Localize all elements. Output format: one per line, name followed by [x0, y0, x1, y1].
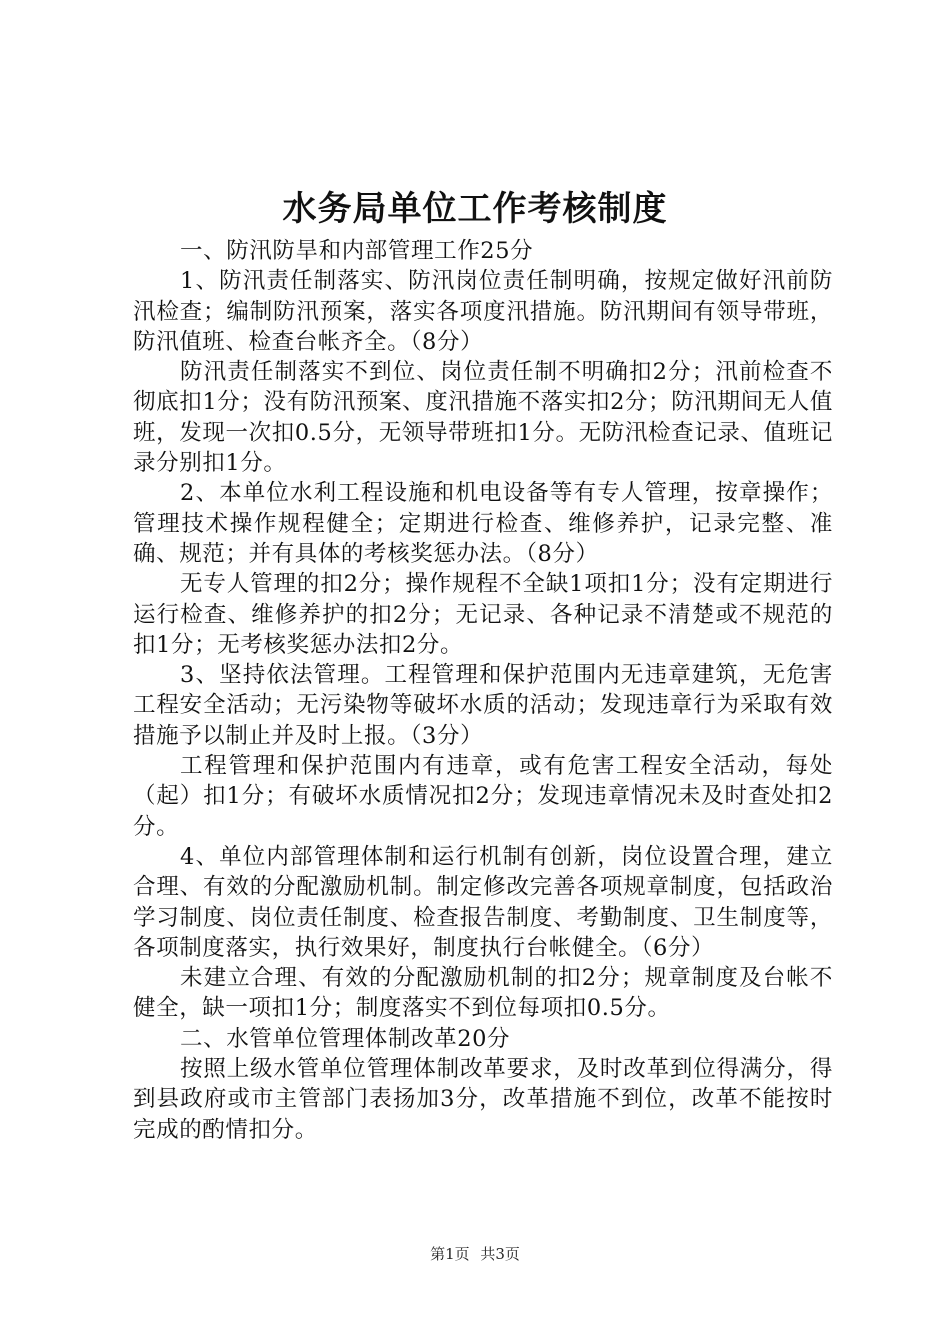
section-heading-1: 一、防汛防旱和内部管理工作25分: [180, 238, 534, 264]
paragraph-item-4: 4、单位内部管理体制和运行机制有创新，岗位设置合理，建立合理、有效的分配激励机制。制定修改完善各项规章制度，包括政治学习制度、岗位责任制度、检查报告制度、考勤制度、卫生制度等，各项制度落实，执行效果好，制度执行台帐健全。（6分）: [133, 843, 833, 961]
paragraph-deduction-2: 无专人管理的扣2分；操作规程不全缺1项扣1分；没有定期进行运行检查、维修养护的扣2分；无记录、各种记录不清楚或不规范的扣1分；无考核奖惩办法扣2分。: [133, 571, 833, 658]
paragraph-deduction-4: 未建立合理、有效的分配激励机制的扣2分；规章制度及台帐不健全，缺一项扣1分；制度落实不到位每项扣0.5分。: [133, 965, 833, 1022]
page-footer: [0, 1244, 950, 1264]
paragraph-item-3: 3、坚持依法管理。工程管理和保护范围内无违章建筑，无危害工程安全活动；无污染物等破坏水质的活动；发现违章行为采取有效措施予以制止并及时上报。（3分）: [133, 662, 833, 749]
paragraph-item-2: 2、本单位水利工程设施和机电设备等有专人管理，按章操作；管理技术操作规程健全；定期进行检查、维修养护，记录完整、准确、规范；并有具体的考核奖惩办法。（8分）: [133, 480, 833, 567]
document-body: [133, 236, 833, 1145]
paragraph-reform: 按照上级水管单位管理体制改革要求，及时改革到位得满分，得到县政府或市主管部门表扬加3分，改革措施不到位，改革不能按时完成的酌情扣分。: [133, 1056, 833, 1143]
page-number: 第1页: [430, 1245, 470, 1263]
paragraph-deduction-3: 工程管理和保护范围内有违章，或有危害工程安全活动，每处（起）扣1分；有破坏水质情况扣2分；发现违章情况未及时查处扣2分。: [133, 753, 833, 840]
section-heading-2: 二、水管单位管理体制改革20分: [180, 1025, 511, 1052]
document-title: 水务局单位工作考核制度: [282, 189, 668, 229]
page-total: 共3页: [480, 1245, 520, 1263]
paragraph-deduction-1: 防汛责任制落实不到位、岗位责任制不明确扣2分；汛前检查不彻底扣1分；没有防汛预案、度汛措施不落实扣2分；防汛期间无人值班，发现一次扣0.5分，无领导带班扣1分。无防汛检查记录、值班记录分别扣1分。: [133, 359, 833, 477]
paragraph-item-1: 1、防汛责任制落实、防汛岗位责任制明确，按规定做好汛前防汛检查；编制防汛预案，落实各项度汛措施。防汛期间有领导带班，防汛值班、检查台帐齐全。（8分）: [133, 268, 833, 355]
